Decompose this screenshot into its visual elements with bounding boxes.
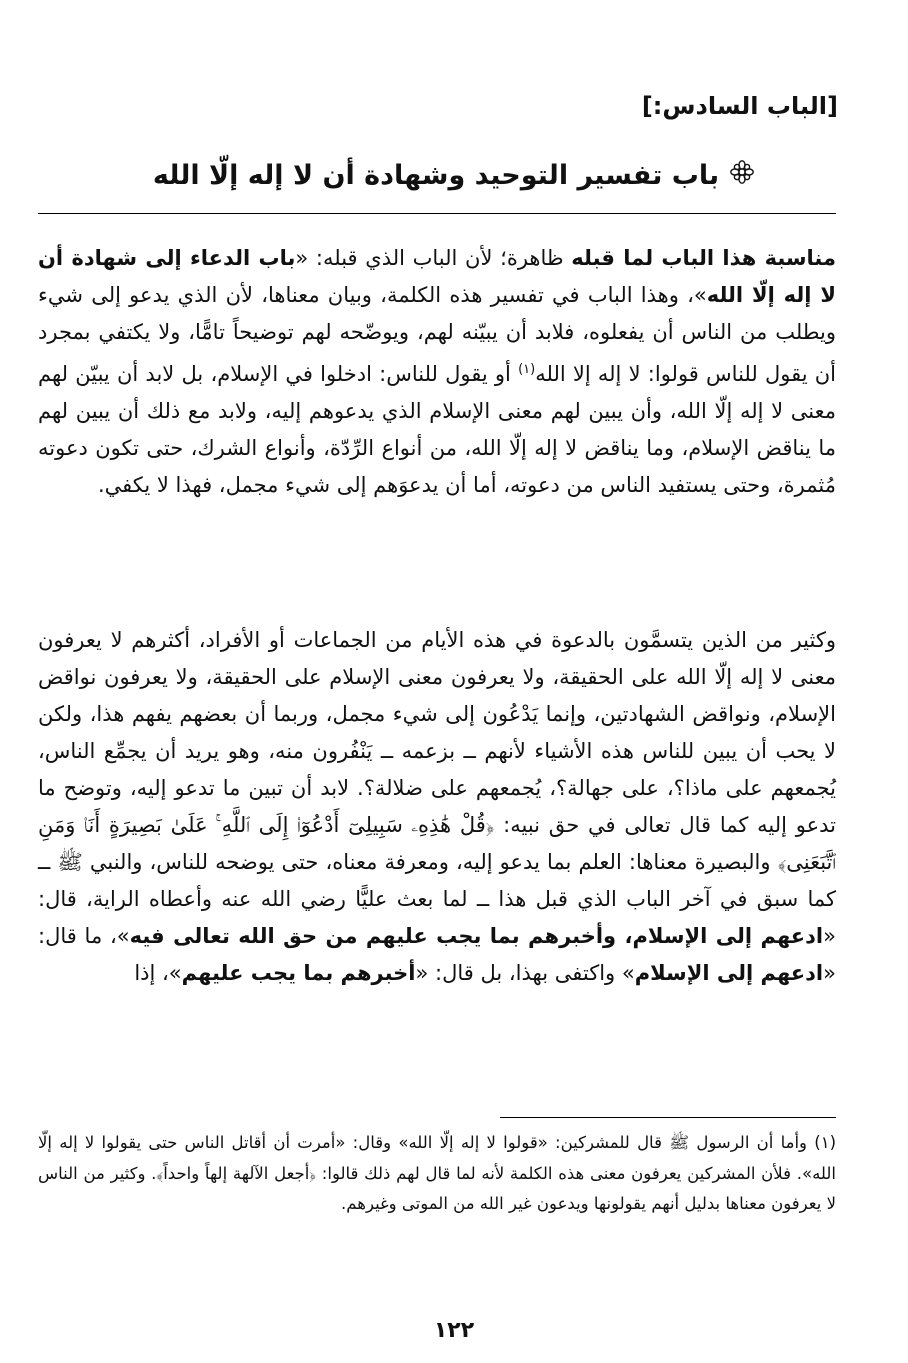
section-title-text: باب تفسير التوحيد وشهادة أن لا إله إلّا الله xyxy=(152,160,720,191)
p2-text-c: »، ما قال: « xyxy=(38,924,836,985)
paragraph-2 xyxy=(38,622,836,992)
flower-ornament-icon xyxy=(729,159,755,194)
page-number: ١٢٢ xyxy=(433,1318,475,1343)
footnote-text: وأما أن الرسول ﷺ قال للمشركين: «قولوا لا إله إلّا الله» وقال: «أمرت أن أقاتل الناس حتى يقولوا لا إله إلّا الله». فلأن المشركين يعرفون معنى هذه الكلمة لأنه لما قال لهم ذلك قالوا: ﴿أجعل الآلهة إلهاً واحداً﴾. وكثير من الناس لا يعرفون معناها بدليل أنهم يقولونها ويدعون غير الله من الموتى وغيرهم. xyxy=(38,1133,836,1213)
p1-text-c: أو يقول للناس: ادخلوا في الإسلام، بل لابد أن يبيّن لهم معنى لا إله إلّا الله، وأن يبين لهم معنى الإسلام الذي يدعوهم إليه، ولابد مع ذلك أن يبين لهم ما يناقض الإسلام، وما يناقض لا إله إلّا الله، من أنواع الرِّدّة، وأنواع الشرك، حتى تكون دعوته مُثمرة، وحتى يستفيد الناس من دعوته، أما أن يدعوَهم إلى شيء مجمل، فهذا لا يكفي. xyxy=(38,362,836,497)
footnote-number: (١) xyxy=(814,1133,836,1152)
footnote-divider xyxy=(500,1117,836,1118)
p2-hadith-bold-2: ادعهم إلى الإسلام xyxy=(634,961,824,985)
p2-text-e: »، إذا xyxy=(134,961,182,985)
footnote-reference: (١) xyxy=(518,362,536,377)
heading-divider xyxy=(38,213,836,214)
p1-bold-lead: مناسبة هذا الباب لما قبله xyxy=(571,246,836,270)
p1-bold-chapter-name: باب الدعاء إلى شهادة أن لا إله إلّا الله xyxy=(38,246,836,307)
p1-text-a: ظاهرة؛ لأن الباب الذي قبله: « xyxy=(295,246,572,270)
footnote xyxy=(38,1128,836,1220)
p2-hadith-bold-1: ادعهم إلى الإسلام، وأخبرهم بما يجب عليهم من حق الله تعالى فيه xyxy=(129,924,824,948)
p1-text-b: »، وهذا الباب في تفسير هذه الكلمة، وبيان معناها، لأن الذي يدعو إلى شيء ويطلب من الناس أن يفعلوه، فلابد أن يبيّنه لهم، ويوضّحه لهم توضيحاً تامًّا، ولا يكتفي بمجرد أن يقول للناس قولوا: لا إله إلا الله xyxy=(38,283,836,386)
quran-verse: ﴿قُلْ هَٰذِهِۦ سَبِيلِىٓ أَدْعُوٓا۟ إِلَى ٱللَّهِ ۚ عَلَىٰ بَصِيرَةٍ أَنَا۠ وَمَنِ ٱتَّبَعَنِى﴾ xyxy=(38,813,836,874)
section-title xyxy=(60,158,848,194)
p2-text-a: وكثير من الذين يتسمَّون بالدعوة في هذه الأيام من الجماعات أو الأفراد، أكثرهم لا يعرفون معنى لا إله إلّا الله على الحقيقة، ولا يعرفون معنى الإسلام على الحقيقة، ولا يعرفون نواقض الإسلام، ونواقض الشهادتين، وإنما يَدْعُون إلى شيء مجمل، وربما أن بعضهم يفهم هذا، ولكن لا يحب أن يبين للناس هذه الأشياء لأنهم ــ بزعمه ــ يَنْفُرون منه، وهو يريد أن يجمِّع الناس، يُجمعهم على ماذا؟، على جهالة؟، يُجمعهم على ضلالة؟. لابد أن تبين ما تدعو إليه، وتوضح ما تدعو إليه كما قال تعالى في حق نبيه: xyxy=(38,628,837,837)
chapter-heading: [الباب السادس:] xyxy=(641,92,838,120)
paragraph-1 xyxy=(38,240,836,504)
p2-text-d: » واكتفى بهذا، بل قال: « xyxy=(415,961,635,985)
p2-text-b: والبصيرة معناها: العلم بما يدعو إليه، ومعرفة معناه، حتى يوضحه للناس، والنبي ﷺ ــ كما سبق في آخر الباب الذي قبل هذا ــ لما بعث عليًّا رضي الله عنه وأعطاه الراية، قال: « xyxy=(38,850,836,948)
p2-hadith-bold-3: أخبرهم بما يجب عليهم xyxy=(181,961,416,985)
